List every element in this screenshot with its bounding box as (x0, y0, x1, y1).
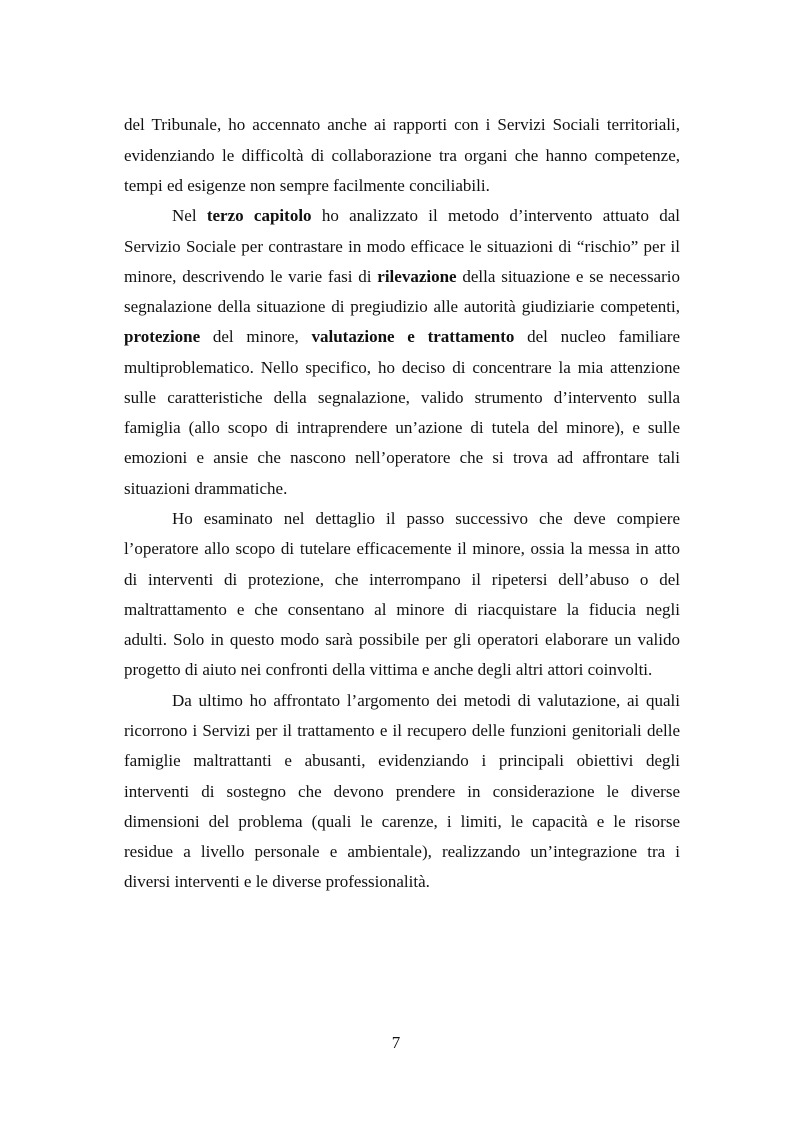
text-line: Servizio Sociale per contrastare in modo efficace le situazioni di “rischio” per il (124, 237, 680, 256)
text-line: situazioni drammatiche. (124, 479, 288, 498)
text-run: del minore, (200, 327, 312, 346)
text-line (124, 262, 680, 292)
text-run: ho analizzato il metodo d’intervento attuato dal (311, 206, 681, 225)
text-line: segnalazione della situazione di pregiudizio alle autorità giudiziarie competenti, (124, 297, 680, 316)
emphasis-valutazione-trattamento: valutazione e trattamento (311, 327, 515, 346)
emphasis-terzo-capitolo: terzo capitolo (206, 206, 312, 225)
text-line: tempi ed esigenze non sempre facilmente conciliabili. (124, 176, 490, 195)
text-line (172, 201, 680, 231)
text-line: multiproblematico. Nello specifico, ho deciso di concentrare la mia attenzione (124, 358, 680, 377)
text-line: famiglie maltrattanti e abusanti, evidenziando i principali obiettivi degli (124, 751, 680, 770)
text-line: dimensioni del problema (quali le carenze, i limiti, le capacità e le risorse (124, 812, 680, 831)
emphasis-protezione: protezione (124, 327, 201, 346)
text-run: del nucleo familiare (514, 327, 680, 346)
emphasis-rilevazione: rilevazione (377, 267, 457, 286)
page-number: 7 (391, 1033, 401, 1052)
text-line: residue a livello personale e ambientale), realizzando un’integrazione tra i (124, 842, 680, 861)
text-line: progetto di aiuto nei confronti della vittima e anche degli altri attori coinvolti. (124, 660, 653, 679)
text-run: minore, descrivendo le varie fasi di (124, 267, 378, 286)
text-line: maltrattamento e che consentano al minore di riacquistare la fiducia negli (124, 600, 680, 619)
text-run: della situazione e se necessario (456, 267, 680, 286)
text-line: diversi interventi e le diverse professionalità. (124, 872, 430, 891)
text-line: sulle caratteristiche della segnalazione, valido strumento d’intervento sulla (124, 388, 680, 407)
text-line: emozioni e ansie che nascono nell’operatore che si trova ad affrontare tali (124, 448, 680, 467)
text-line: l’operatore allo scopo di tutelare efficacemente il minore, ossia la messa in atto (124, 539, 680, 558)
text-line: evidenziando le difficoltà di collaborazione tra organi che hanno competenze, (124, 146, 680, 165)
text-line: Da ultimo ho affrontato l’argomento dei metodi di valutazione, ai quali (172, 691, 680, 710)
text-line: interventi di sostegno che devono prendere in considerazione le diverse (124, 782, 680, 801)
text-line: adulti. Solo in questo modo sarà possibile per gli operatori elaborare un valido (124, 630, 680, 649)
text-line: famiglia (allo scopo di intraprendere un’azione di tutela del minore), e sulle (124, 418, 680, 437)
text-line: ricorrono i Servizi per il trattamento e il recupero delle funzioni genitoriali delle (124, 721, 680, 740)
text-line (124, 322, 680, 352)
text-line: Ho esaminato nel dettaglio il passo successivo che deve compiere (172, 509, 680, 528)
text-run: Nel (172, 206, 207, 225)
text-line: di interventi di protezione, che interrompano il ripetersi dell’abuso o del (124, 570, 680, 589)
text-line: del Tribunale, ho accennato anche ai rapporti con i Servizi Sociali territoriali, (124, 115, 680, 134)
